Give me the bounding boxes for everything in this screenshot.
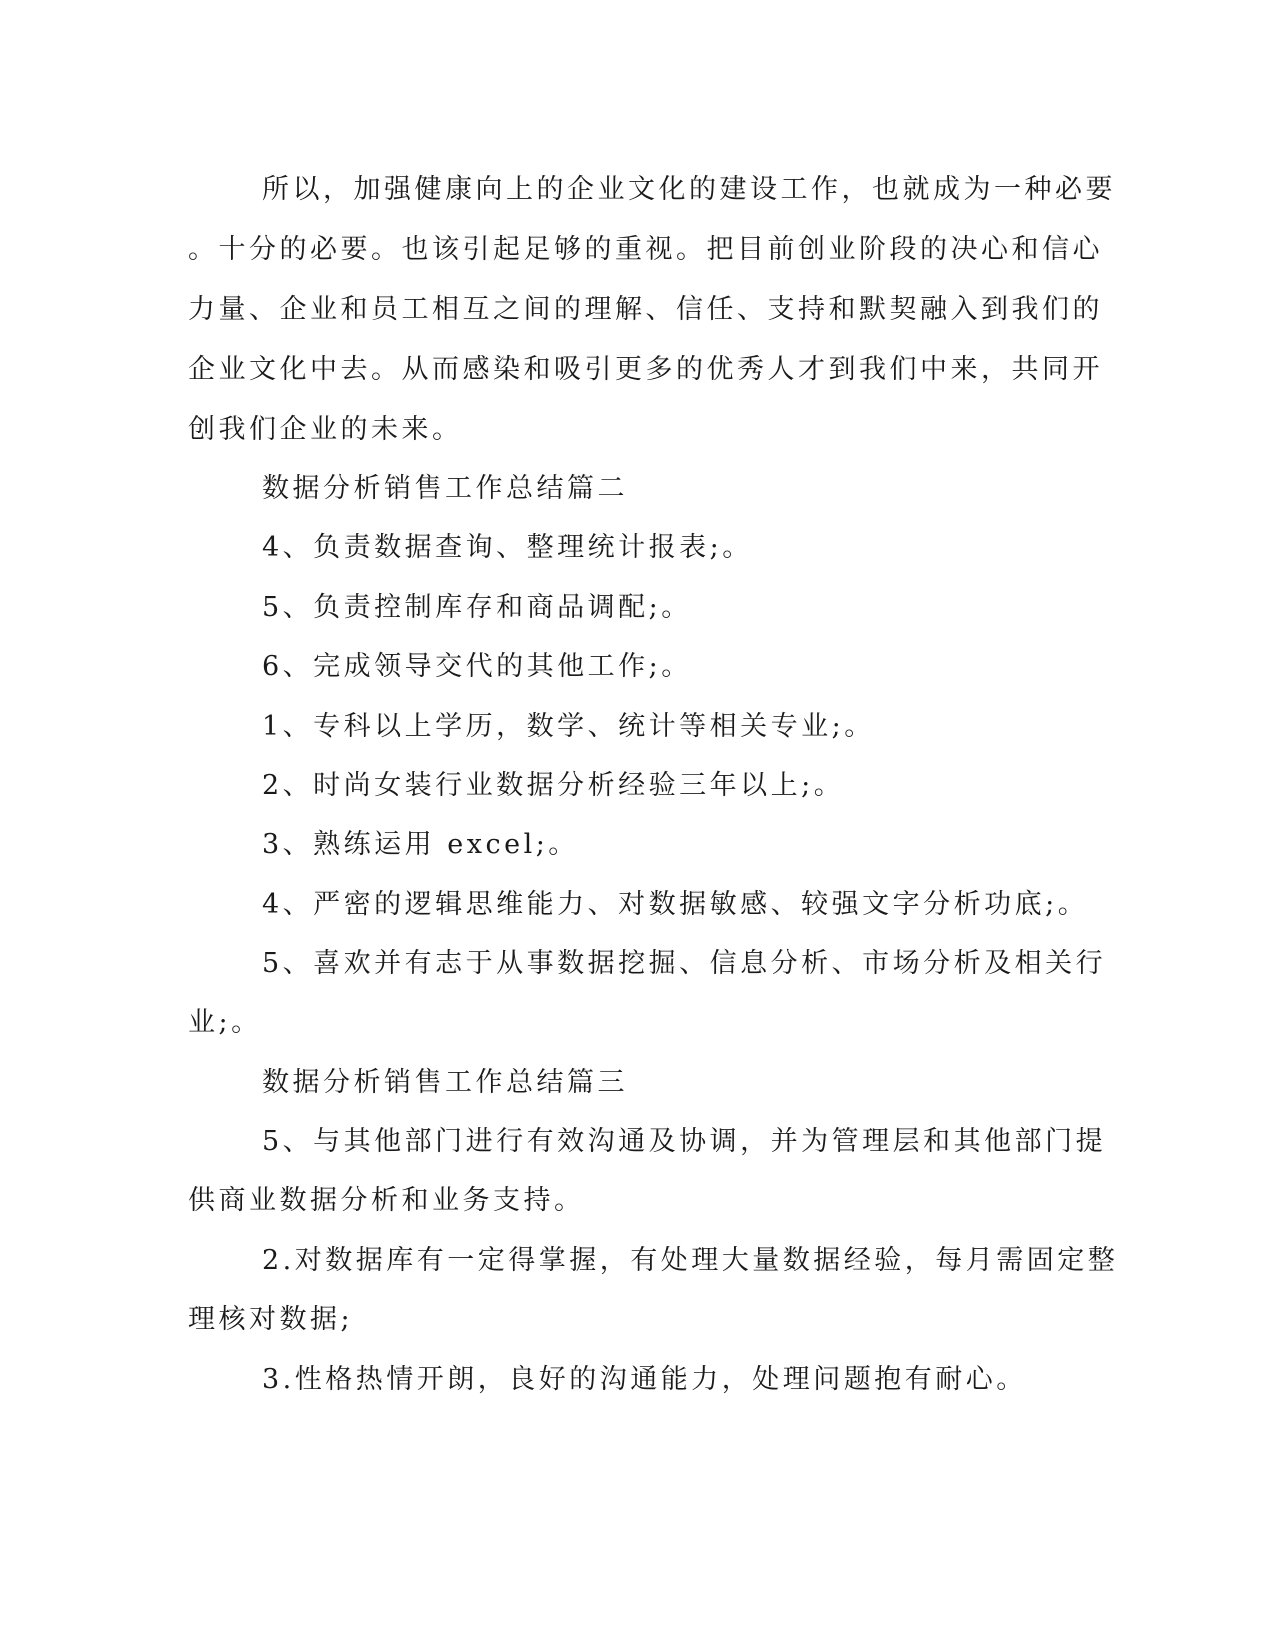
list-item: 2、时尚女装行业数据分析经验三年以上;。 <box>262 770 845 801</box>
list-item: 4、负责数据查询、整理统计报表;。 <box>262 532 753 563</box>
list-item-continuation: 供商业数据分析和业务支持。 <box>188 1185 585 1216</box>
list-item: 2.对数据库有一定得掌握，有处理大量数据经验，每月需固定整 <box>262 1245 1119 1276</box>
list-item-continuation: 理核对数据; <box>188 1304 354 1335</box>
list-item-continuation: 业;。 <box>188 1007 262 1038</box>
section-heading: 数据分析销售工作总结篇二 <box>262 473 628 504</box>
section-heading: 数据分析销售工作总结篇三 <box>262 1067 628 1098</box>
list-item: 5、喜欢并有志于从事数据挖掘、信息分析、市场分析及相关行 <box>262 948 1107 979</box>
paragraph-line: 。十分的必要。也该引起足够的重视。把目前创业阶段的决心和信心 <box>188 234 1103 265</box>
list-item: 5、与其他部门进行有效沟通及协调，并为管理层和其他部门提 <box>262 1126 1107 1157</box>
list-item: 5、负责控制库存和商品调配;。 <box>262 592 692 623</box>
paragraph-line: 企业文化中去。从而感染和吸引更多的优秀人才到我们中来，共同开 <box>188 354 1103 385</box>
list-item: 3.性格热情开朗，良好的沟通能力，处理问题抱有耐心。 <box>262 1364 1027 1395</box>
list-item: 4、严密的逻辑思维能力、对数据敏感、较强文字分析功底;。 <box>262 889 1089 920</box>
paragraph-line: 创我们企业的未来。 <box>188 414 463 445</box>
list-item: 3、熟练运用 excel;。 <box>262 829 579 860</box>
paragraph-line: 所以，加强健康向上的企业文化的建设工作，也就成为一种必要 <box>262 174 1116 205</box>
list-item: 6、完成领导交代的其他工作;。 <box>262 651 692 682</box>
paragraph-line: 力量、企业和员工相互之间的理解、信任、支持和默契融入到我们的 <box>188 294 1103 325</box>
list-item: 1、专科以上学历，数学、统计等相关专业;。 <box>262 711 875 742</box>
